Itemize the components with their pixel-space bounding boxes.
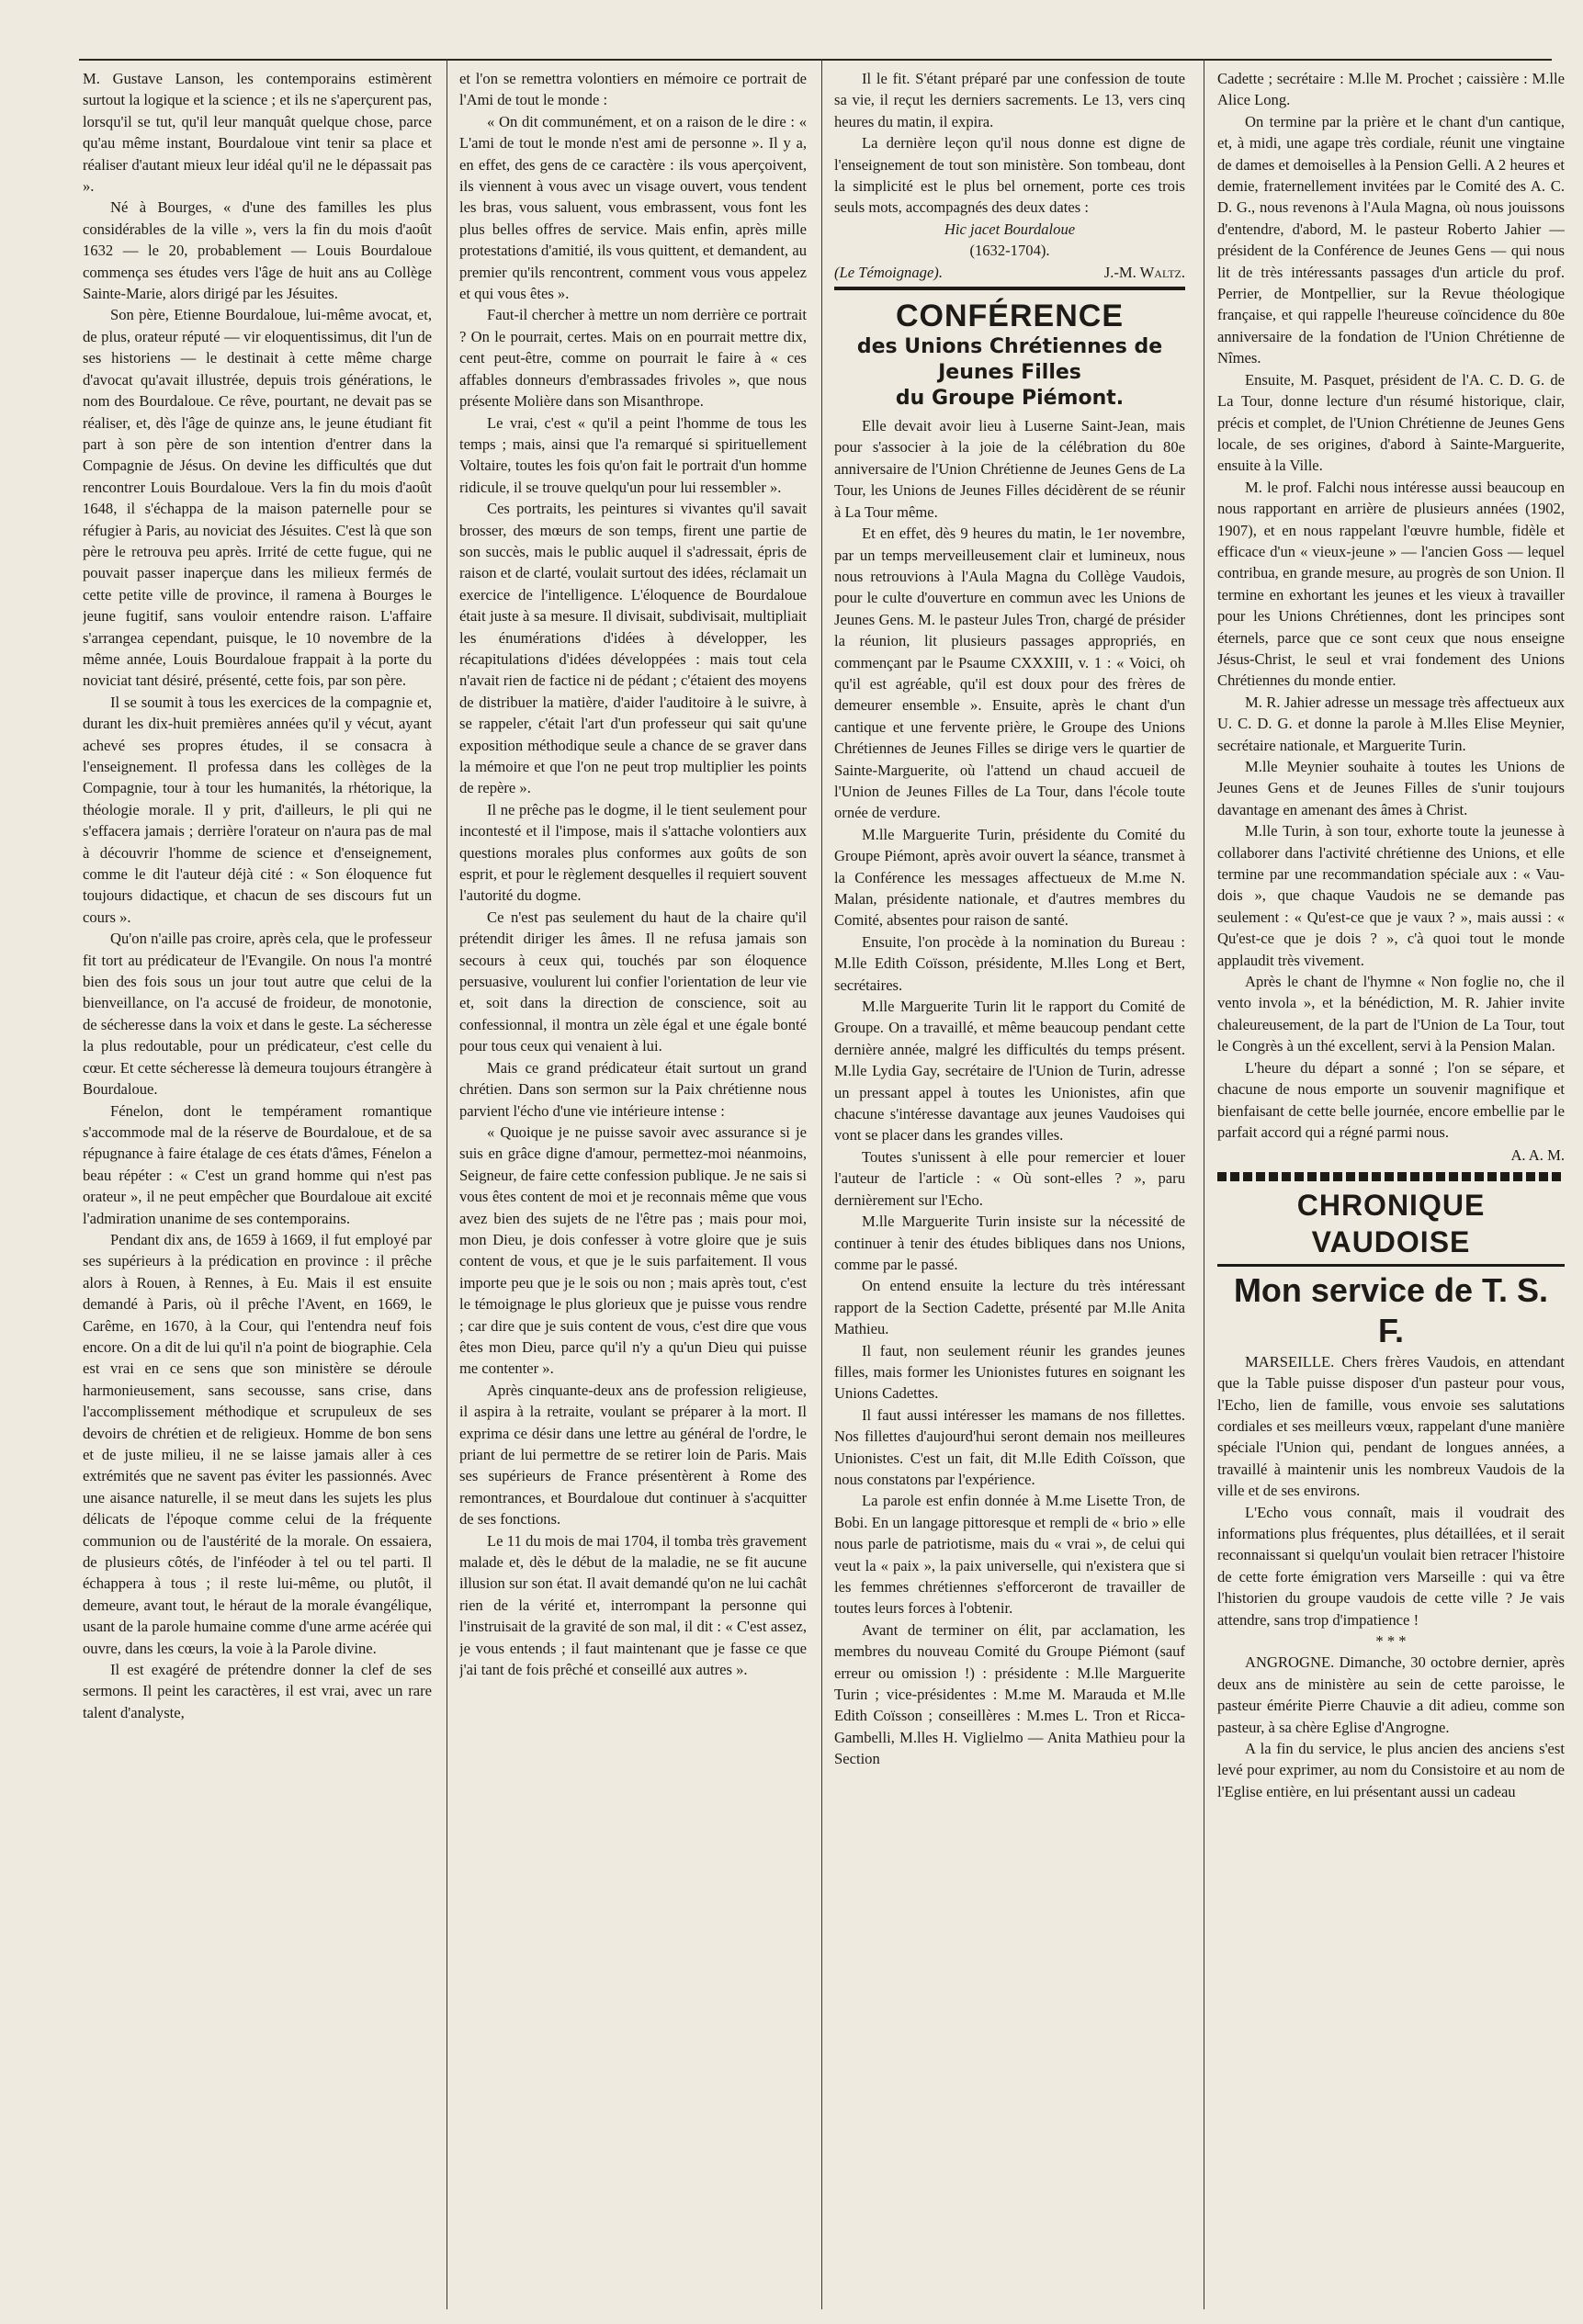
paragraph: M.lle Marguerite Turin insiste sur la nécessité de continuer à tenir des études bibliques dans nos Unions, comme par le passé.	[834, 1213, 1185, 1273]
column-chronique	[1217, 68, 1565, 2309]
conference-header	[834, 298, 1185, 412]
paragraph: Mais ce grand prédicateur était surtout un grand chrétien. Dans son sermon sur la Paix chrétienne nous parvient l'écho d'une vie intérieure intense :	[459, 1058, 807, 1120]
paragraph: Son père, Etienne Bourdaloue, lui-même avocat, et, de plus, orateur réputé — vir eloquentissimus, dit l'un de ses historiens — le destinait à cette même charge d'avocat qu'avait illustrée, depuis trois générations, le nom des Bourdaloue. Ce rêve, pourtant, ne devait pas se réaliser, et, dès l'âge de quinze ans, le jeune étudiant fit part à son père de son intention d'entrer dans la Compagnie de Jésus. On devine les difficultés que dut rencontrer Louis Bourdaloue. Vers la fin du mois d'août 1648, il s'échappa de la maison paternelle pour se réfugier à Paris, au noviciat des Jésuites. C'est là que son père le retrouva peu après. Irrité de cette fugue, qui ne pouvait passer inaperçue dans les milieux fermés de cette petite ville de province, il ramena à Bourges le jeune fugitif, sans vouloir entendre raison. L'affaire s'arrangea cependant, puisque, le 10 novembre de la même année, Louis Bourdaloue frappait à la porte du noviciat tant désiré, présenté, cette fois, par son père.	[83, 306, 432, 690]
conference-title: CONFÉRENCE	[895, 299, 1125, 334]
section-rule	[834, 287, 1185, 290]
article-signature	[834, 262, 1185, 283]
column-bourdaloue-2	[459, 68, 807, 2309]
paragraph: Après le chant de l'hymne « Non foglie no, che il vento invola », et la bénédiction, M. R. Jahier invite chaleureusement, de la part de l'Union de La Tour, tout le Congrès à un thé excellent, servi à la Pension Malan.	[1217, 973, 1565, 1055]
signature: A. A. M.	[1510, 1146, 1565, 1165]
paragraph: Après cinquante-deux ans de profession religieuse, il aspira à la retraite, voulant se préparer à la mort. Il exprima ce désir dans une lettre au général de l'ordre, le priant de lui permettre de se retirer loin de Paris. Mais ses supérieurs de France présentèrent à Rome des remontrances, et Bourdaloue dut continuer à s'acquitter de ses fonctions.	[459, 1381, 807, 1529]
epitaph-dates: (1632-1704).	[969, 242, 1050, 260]
paragraph: On termine par la prière et le chant d'un cantique, et, à midi, une agape très cordiale, réunit une vingtaine de dames et demoiselles à la Pension Gelli. A 2 heures et demie, fraternellement invitées par le Comité des A. C. D. G., nous revenons à l'Aula Magna, où nous jouissons d'entendre, d'abord, M. le pasteur Roberto Jahier — président de la Conférence de Jeunes Gens — qui nous lit de très intéressants passages d'un article du prof. Perrier, de Montpellier, sur la Revue théologique française, et qui rappelle l'heureuse coïncidence du 80e anniversaire de la fondation de l'Union Chrétienne de Nîmes.	[1217, 112, 1565, 367]
paragraph: Le 11 du mois de mai 1704, il tomba très gravement malade et, dès le début de la maladie, ne se fit aucune illusion sur son état. Il avait demandé qu'on ne lui cachât rien de la vérité et, interrompant la personne qui l'instruisait de la gravité de son mal, il dit : « C'est assez, je vous entends ; il faut maintenant que je fasse ce que j'ai tant de fois prêché et conseillé aux autres ».	[459, 1531, 807, 1679]
paragraph: Ensuite, M. Pasquet, président de l'A. C. D. G. de La Tour, donne lecture d'un résumé historique, clair, précis et complet, de l'Union Chrétienne de Jeunes Gens locale, de ses origines, d'abord à Sainte-Marguerite, ensuite à la Ville.	[1217, 370, 1565, 475]
ornament-divider	[1217, 1172, 1565, 1181]
paragraph: M.lle Meynier souhaite à toutes les Unions de Jeunes Gens et de Jeunes Filles de s'unir toujours davantage en amenant des âmes à Christ.	[1217, 758, 1565, 818]
paragraph: A la fin du service, le plus ancien des anciens s'est levé pour exprimer, au nom du Consistoire et au nom de l'Eglise entière, en lui présentant aussi un cadeau	[1217, 1740, 1565, 1800]
paragraph: Et en effet, dès 9 heures du matin, le 1er novembre, par un temps merveilleusement clair et lumineux, nous nous retrouvions à l'Aula Magna du Collège Vaudois, pour le culte d'ouverture en commun avec les Unions de Jeunes Gens. M. le pasteur Jules Tron, chargé de présider la réunion, lit plusieurs passages appropriés, en commençant par le Psaume CXXXIII, v. 1 : « Voici, oh qu'il est agréable, qu'il est doux pour des frères de demeurer ensemble ». Ensuite, après le chant d'un cantique et une fervente prière, le Groupe des Unions Chrétiennes de Jeunes Filles se dirige vers le quartier de Sainte-Marguerite, où l'attend un chaud accueil de l'Union de Jeunes Filles de La Tour, dans l'école toute ornée de verdure.	[834, 525, 1185, 822]
paragraph: Il se soumit à tous les exercices de la compagnie et, durant les dix-huit premières années qu'il y vécut, ayant achevé ses propres études, il se consacra à l'enseignement. Il professa dans les collèges de la Compagnie, tour à tour les humanités, la rhétorique, la théologie morale. Il y prit, d'ailleurs, le pli qui ne s'effacera jamais ; derrière l'orateur on n'aura pas de mal à découvrir l'homme de science et d'enseignement, comme le dit l'auteur déjà cité : « Son éloquence fut toujours didactique, et chacun de ses discours fut un cours ».	[83, 693, 432, 926]
paragraph: Il faut aussi intéresser les mamans de nos fillettes. Nos fillettes d'aujourd'hui seront demain nos meilleures Unionistes. C'est un fait, dit M.lle Edith Coïsson, que nous constatons par l'expérience.	[834, 1405, 1185, 1488]
paragraph: Qu'on n'aille pas croire, après cela, que le professeur fit tort au prédicateur de l'Evangile. On nous l'a montré bien des fois sous un jour tout autre que celui de la bienveillance, on l'a accusé de froideur, de monotonie, de sécheresse dans la voix et dans le geste. La sécheresse la plus redoutable, pour un prédicateur, c'est celle du cœur. Et cette sécheresse là demeura toujours étrangère à Bourdaloue.	[83, 930, 432, 1099]
column-conference	[834, 68, 1185, 2309]
paragraph: La parole est enfin donnée à M.me Lisette Tron, de Bobi. En un langage pittoresque et rempli de « brio » elle nous parle de patriotisme, mais du « vrai », de celui qui veut la « paix », la paix universelle, qui n'existera que si les femmes chrétiennes s'efforceront de travailler de toutes leurs forces à l'obtenir.	[834, 1492, 1185, 1618]
paragraph: MARSEILLE. Chers frères Vaudois, en attendant que la Table puisse disposer d'un pasteur pour vous, l'Echo, lien de famille, vous envoie ses salutations cordiales et ses meilleurs vœux, rappelant d'une manière spéciale l'Union qui, pendant de longues années, a travaillé à maintenir unis les nombreux Vaudois de la ville et de ses environs.	[1217, 1352, 1565, 1500]
conference-subtitle: des Unions Chrétiennes de Jeunes Filles	[856, 335, 1163, 385]
separator-stars: * * *	[1375, 1632, 1407, 1650]
column-bourdaloue-1	[83, 68, 432, 2309]
tsf-title: Mon service de T. S. F.	[1233, 1270, 1549, 1349]
paragraph: Avant de terminer on élit, par acclamation, les membres du nouveau Comité du Groupe Piémont (sauf erreur ou omission !) : présidente : M.lle Marguerite Turin ; vice-présidentes : M.me M. Marauda et M.lle Edith Coïsson ; conseillères : M.mes L. Tron et Ricca-Gambelli, M.lles H. Viglielmo — Anita Mathieu pour la Section	[834, 1620, 1185, 1768]
paragraph: Toutes s'unissent à elle pour remercier et louer l'auteur de l'article : « Où sont-elles ? », paru dernièrement sur l'Echo.	[834, 1147, 1185, 1209]
paragraph: L'Echo vous connaît, mais il voudrait des informations plus fréquentes, plus détaillées, et il serait reconnaissant si quelqu'un voulait bien retracer l'histoire de cette forte émigration vers Marseille : qui va être l'historien du groupe vaudois de cette ville ? Je vais attendre, sans trop d'impatience !	[1217, 1503, 1565, 1629]
conference-subtitle: du Groupe Piémont.	[895, 387, 1125, 411]
paragraph: Le vrai, c'est « qu'il a peint l'homme de tous les temps ; mais, ainsi que l'a remarqué si spirituellement Voltaire, toutes les fois qu'on fait le portrait d'un homme ridicule, il se trouve quelqu'un pour lui ressembler ».	[459, 413, 807, 496]
paragraph: Il le fit. S'étant préparé par une confession de toute sa vie, il reçut les derniers sacrements. Le 13, vers cinq heures du matin, il expira.	[834, 70, 1185, 130]
top-rule	[79, 59, 1552, 61]
author-name: J.-M. Waltz.	[1103, 263, 1185, 281]
chronique-title: CHRONIQUE VAUDOISE	[1217, 1187, 1565, 1267]
source-label: (Le Témoignage).	[834, 263, 943, 281]
paragraph: M. le prof. Falchi nous intéresse aussi beaucoup en nous rapportant en arrière de plusieurs années (1902, 1907), et en nous rappelant l'œuvre humble, fidèle et efficace d'un « vieux-jeune » — l'ancien Goss — lequel contribua, en grande mesure, au progrès de son Union. Il termine en exhortant les jeunes et les vieux à travailler pour les Unions Chrétiennes, dont les principes sont éternels, parce que ce sont ceux que nous enseigne Jésus-Christ, le seul et vrai fondement des Unions Chrétiennes du monde entier.	[1217, 478, 1565, 690]
paragraph: Cadette ; secrétaire : M.lle M. Prochet ; caissière : M.lle Alice Long.	[1217, 70, 1565, 109]
paragraph: M. Gustave Lanson, les contemporains estimèrent surtout la logique et la science ; et ils ne s'aperçurent pas, lorsqu'il se tut, qu'il leur manquât quelque chose, parce qu'au même instant, Bourdaloue vint tenir sa place et réaliser d'autant mieux leur idéal qu'il ne le dépassait pas ».	[83, 70, 432, 196]
column-divider	[821, 59, 822, 2309]
paragraph: M. R. Jahier adresse un message très affectueux aux U. C. D. G. et donne la parole à M.lles Elise Meynier, secrétaire nationale, et Marguerite Turin.	[1217, 693, 1565, 754]
paragraph: Il ne prêche pas le dogme, il le tient seulement pour incontesté et il l'impose, mais il s'attache volontiers aux questions morales plus conformes aux goûts de son esprit, et pour le règlement desquelles il requiert souvent l'autorité du dogme.	[459, 800, 807, 905]
paragraph: « On dit communément, et on a raison de le dire : « L'ami de tout le monde n'est ami de personne ». Il y a, en effet, des gens de ce caractère : ils vous aperçoivent, ils viennent à vous avec un visage ouvert, vous tendent les bras, vous saluent, vous embrassent, vous font les plus belles offres de service. Mais enfin, après mille protestations d'amitié, ils vous quittent, et demandent, au premier qu'ils rencontrent, comment vous vous appelez et qui vous êtes ».	[459, 112, 807, 303]
paragraph: Il est exagéré de prétendre donner la clef de ses sermons. Il peint les caractères, il est vrai, avec un rare talent d'analyste,	[83, 1661, 432, 1721]
paragraph: M.lle Marguerite Turin, présidente du Comité du Groupe Piémont, après avoir ouvert la séance, transmet à la Conférence les messages affectueux de M.me N. Malan, présidente nationale, et d'autres membres du Comité, absentes pour raison de santé.	[834, 825, 1185, 930]
paragraph: Ce n'est pas seulement du haut de la chaire qu'il prétendit diriger les âmes. Il ne refusa jamais son secours à ceux qui, touchés par son éloquence persuasive, voulurent lui confier l'orientation de leur vie et, soit dans la direction de conscience, soit au confessionnal, il montra un zèle égal et une égale bonté pour tous ceux qui venaient à lui.	[459, 908, 807, 1055]
paragraph: ANGROGNE. Dimanche, 30 octobre dernier, après deux ans de ministère au sein de cette paroisse, le pasteur émérite Pierre Chauvie a dit adieu, comme son pasteur, à sa chère Eglise d'Angrogne.	[1217, 1653, 1565, 1736]
paragraph: La dernière leçon qu'il nous donne est digne de l'enseignement de tout son ministère. Son tombeau, dont la simplicité est le plus bel ornement, porte ces trois seuls mots, accompagnés des deux dates :	[834, 134, 1185, 217]
paragraph: Ces portraits, les peintures si vivantes qu'il savait brosser, des mœurs de son temps, firent une partie de son succès, mais le public auquel il s'adressait, épris de raison et de clarté, voulait surtout des idées, réclamait un exercice de l'intelligence. L'éloquence de Bourdaloue était juste à sa mesure. Il divisait, subdivisait, multipliait les énumérations d'idées à développer, les récapitulations d'idées développées : mais tout cela n'avait rien de factice ni de pédant ; c'étaient des moyens de distribuer la matière, d'aider l'auditoire à le suivre, à se rappeler, c'était l'art d'un professeur qui sait qu'une exposition méthodique seule a chance de se graver dans la mémoire et que l'on ne peut trop multiplier les points de repère ».	[459, 500, 807, 797]
paragraph: Il faut, non seulement réunir les grandes jeunes filles, mais former les Unionistes futures en soignant les Unions Cadettes.	[834, 1341, 1185, 1403]
paragraph: On entend ensuite la lecture du très intéressant rapport de la Section Cadette, présenté par M.lle Anita Mathieu.	[834, 1277, 1185, 1338]
epitaph: Hic jacet Bourdaloue	[944, 220, 1076, 238]
paragraph: Pendant dix ans, de 1659 à 1669, il fut employé par ses supérieurs à la prédication en province : il prêche alors à Rouen, à Rennes, à Eu. Mais il est ensuite demandé à Paris, où il prêche l'Avent, en 1669, le Carême, en 1670, à la Cour, qui l'entendra neuf fois encore. On a dit de lui qu'il n'a point de biographie. Cela est vrai en ce sens que son ministère se déroule harmonieusement, sans secousse, sans crise, dans l'accomplissement méthodique et scrupuleux de ses devoirs de chrétien et de religieux. Homme de bon sens et de juste milieu, il ne se laisse jamais aller à ces extrémités que ne savent pas éviter les passionnés. Avec une aisance naturelle, il se meut dans les sujets les plus délicats de l'époque comme celui de la fréquente communion ou de l'austérité de la morale. On essaiera, de plusieurs côtés, de l'inféoder à tel ou tel parti. Il échappera à tous ; il reste lui-même, ou plutôt, il demeure, avant tout, le héraut de la morale évangélique, usant de la parole humaine comme d'une arme acérée qui ouvre, dans les cœurs, la voie à la Parole divine.	[83, 1230, 432, 1657]
paragraph: M.lle Marguerite Turin lit le rapport du Comité de Groupe. On a travaillé, et même beaucoup pendant cette dernière année, malgré les difficultés du temps présent. M.lle Lydia Gay, secrétaire de l'Union de Turin, adresse un pressant appel à toutes les Unionistes, afin que chacune s'intéresse davantage aux jeunes Vaudoises qui vont se placer dans les grandes villes.	[834, 998, 1185, 1145]
paragraph: Ensuite, l'on procède à la nomination du Bureau : M.lle Edith Coïsson, présidente, M.lles Long et Bert, secrétaires.	[834, 932, 1185, 994]
paragraph: M.lle Turin, à son tour, exhorte toute la jeunesse à collaborer dans l'activité chrétienne des Unions, et elle termine par une recommandation spéciale aux : « Vau-dois », que chaque Vaudois ne se demande pas seulement : « Qu'est-ce que je vaux ? », mais aussi : « Qu'est-ce que je dois ? », c'à quoi tout le monde applaudit très vivement.	[1217, 822, 1565, 969]
paragraph: L'heure du départ a sonné ; l'on se sépare, et chacune de nous emporte un souvenir magnifique et bienfaisant de cette belle journée, encore embellie par le parfait accord qui a régné parmi nous.	[1217, 1058, 1565, 1141]
paragraph: Elle devait avoir lieu à Luserne Saint-Jean, mais pour s'associer à la joie de la célébration du 80e anniversaire de l'Union Chrétienne de Jeunes Gens de La Tour, les Unions de Jeunes Filles décidèrent de se réunir à La Tour même.	[834, 417, 1185, 521]
paragraph: Né à Bourges, « d'une des familles les plus considérables de la ville », vers la fin du mois d'août 1632 — le 20, probablement — Louis Bourdaloue commença ses études vers l'âge de huit ans au Collège Sainte-Marie, alors dirigé par les Jésuites.	[83, 198, 432, 303]
paragraph: Faut-il chercher à mettre un nom derrière ce portrait ? On le pourrait, certes. Mais on en pourrait mettre dix, cent peut-être, comme on pourrait le faire à « ces affables donneurs d'embrassades frivoles », que nous présente Molière dans son Misanthrope.	[459, 306, 807, 411]
paragraph: « Quoique je ne puisse savoir avec assurance si je suis en grâce digne d'amour, permettez-moi néanmoins, Seigneur, de faire cette confession publique. Je ne sais si vous êtes content de moi et je reconnais même que vous avez bien des sujets de ne l'être pas ; mais pour moi, mon Dieu, je dois confesser à votre gloire que je suis content de vous, et que je le suis parfaitement. Il vous importe peu que je le sois ou non ; mais après tout, c'est le témoignage le plus glorieux que je puisse vous rendre ; car dire que je suis content de vous, c'est dire que vous êtes mon Dieu, parce qu'il n'y a qu'un Dieu qui puisse me contenter ».	[459, 1123, 807, 1378]
paragraph: Fénelon, dont le tempérament romantique s'accommode mal de la réserve de Bourdaloue, et de sa répugnance à faire étalage de ces états d'âmes, Fénelon a beau répéter : « C'est un grand homme qui n'est pas orateur », il ne peut empêcher que Bourdaloue ait excité l'admiration unanime de ses contemporains.	[83, 1101, 432, 1227]
paragraph: et l'on se remettra volontiers en mémoire ce portrait de l'Ami de tout le monde :	[459, 70, 807, 109]
